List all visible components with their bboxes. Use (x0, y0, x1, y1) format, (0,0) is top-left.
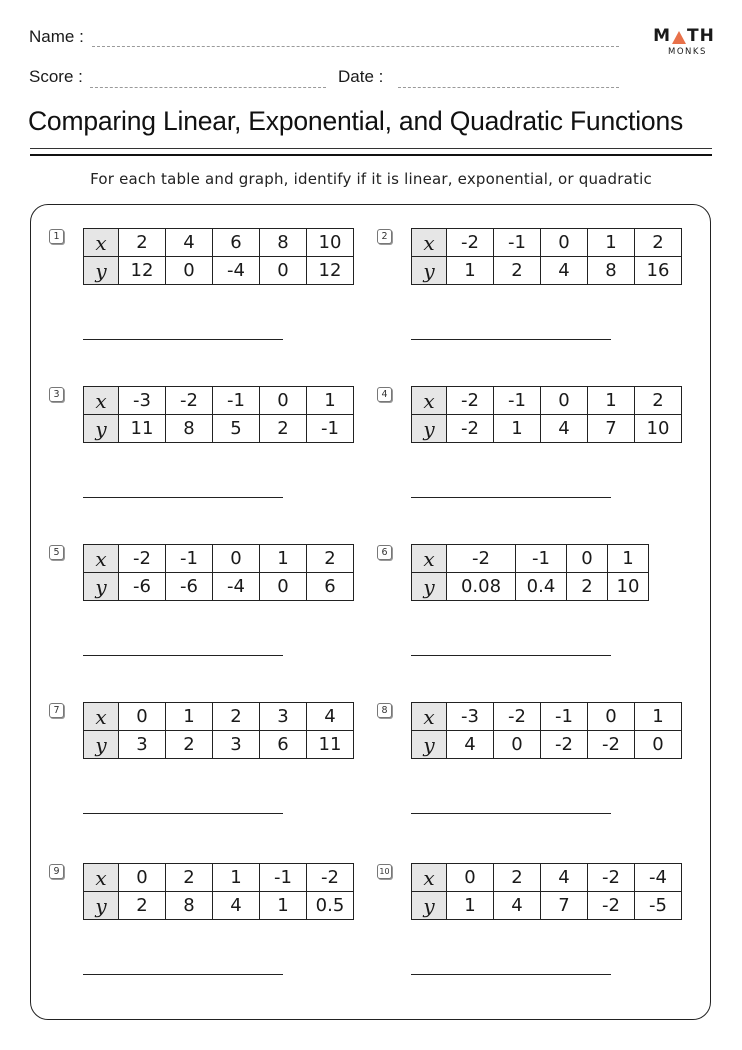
y-header-cell: y (84, 892, 119, 920)
x-value-cell: -1 (494, 387, 541, 415)
x-value-cell: 1 (588, 387, 635, 415)
x-value-cell: -2 (119, 545, 166, 573)
problem-number-badge: 10 (377, 864, 392, 879)
x-row (84, 229, 354, 257)
x-value-cell: 0 (588, 703, 635, 731)
x-header-cell: x (84, 229, 119, 257)
x-value-cell: 2 (166, 864, 213, 892)
x-value-cell: -1 (166, 545, 213, 573)
x-header-cell: x (412, 545, 447, 573)
x-value-cell: 1 (588, 229, 635, 257)
y-value-cell: 6 (307, 573, 354, 601)
y-row (412, 731, 682, 759)
y-value-cell: 2 (119, 892, 166, 920)
x-header-cell: x (84, 864, 119, 892)
y-value-cell: -5 (635, 892, 682, 920)
problem-number-badge: 2 (377, 229, 392, 244)
x-header-cell: x (412, 864, 447, 892)
y-value-cell: 4 (213, 892, 260, 920)
x-value-cell: 4 (541, 864, 588, 892)
x-value-cell: 0 (119, 703, 166, 731)
y-value-cell: 0 (166, 257, 213, 285)
x-value-cell: 1 (166, 703, 213, 731)
y-value-cell: 11 (119, 415, 166, 443)
y-value-cell: 2 (260, 415, 307, 443)
date-label: Date : (338, 67, 384, 86)
y-header-cell: y (84, 257, 119, 285)
y-value-cell: 12 (307, 257, 354, 285)
x-value-cell: -2 (588, 864, 635, 892)
page-title: Comparing Linear, Exponential, and Quadratic Functions (28, 106, 684, 136)
y-value-cell: -6 (166, 573, 213, 601)
y-value-cell: -2 (541, 731, 588, 759)
x-row (412, 703, 682, 731)
x-value-cell: -1 (213, 387, 260, 415)
y-row (84, 573, 354, 601)
x-value-cell: -3 (119, 387, 166, 415)
title-divider-thin (30, 148, 712, 149)
x-value-cell: 1 (608, 545, 649, 573)
x-row (84, 703, 354, 731)
y-value-cell: -2 (588, 731, 635, 759)
name-label: Name : (29, 27, 84, 46)
x-value-cell: 0 (260, 387, 307, 415)
score-field[interactable] (90, 87, 326, 88)
x-value-cell: 0 (447, 864, 494, 892)
logo-subtext: MONKS (668, 47, 707, 57)
y-value-cell: 7 (541, 892, 588, 920)
x-value-cell: 1 (307, 387, 354, 415)
title-divider-thick (30, 154, 712, 156)
y-value-cell: 0.08 (447, 573, 516, 601)
x-value-cell: -2 (494, 703, 541, 731)
y-row (412, 892, 682, 920)
y-row (84, 257, 354, 285)
y-value-cell: 2 (567, 573, 608, 601)
function-table (83, 544, 354, 601)
score-label: Score : (29, 67, 83, 86)
y-value-cell: 12 (119, 257, 166, 285)
y-value-cell: 0 (260, 257, 307, 285)
function-table (83, 386, 354, 443)
y-value-cell: 0 (494, 731, 541, 759)
x-row (84, 387, 354, 415)
x-value-cell: 2 (119, 229, 166, 257)
y-value-cell: 1 (494, 415, 541, 443)
x-value-cell: 4 (307, 703, 354, 731)
y-value-cell: -6 (119, 573, 166, 601)
y-row (84, 892, 354, 920)
x-row (84, 864, 354, 892)
y-value-cell: 4 (541, 415, 588, 443)
answer-line[interactable] (411, 339, 611, 340)
x-value-cell: 10 (307, 229, 354, 257)
y-row (84, 731, 354, 759)
y-value-cell: 1 (447, 257, 494, 285)
date-field[interactable] (398, 87, 619, 88)
x-value-cell: -1 (541, 703, 588, 731)
y-value-cell: 0 (260, 573, 307, 601)
problem-number-badge: 5 (49, 545, 64, 560)
x-header-cell: x (84, 387, 119, 415)
y-value-cell: 3 (213, 731, 260, 759)
y-row (412, 415, 682, 443)
answer-line[interactable] (83, 339, 283, 340)
y-value-cell: 10 (635, 415, 682, 443)
y-value-cell: 2 (494, 257, 541, 285)
function-table (411, 702, 682, 759)
y-value-cell: 4 (494, 892, 541, 920)
answer-line[interactable] (411, 813, 611, 814)
x-value-cell: -2 (447, 387, 494, 415)
x-value-cell: 0 (541, 229, 588, 257)
x-header-cell: x (412, 703, 447, 731)
answer-line[interactable] (83, 655, 283, 656)
x-value-cell: -2 (166, 387, 213, 415)
function-table (411, 544, 649, 601)
problem-number-badge: 1 (49, 229, 64, 244)
x-value-cell: -2 (307, 864, 354, 892)
y-value-cell: 3 (119, 731, 166, 759)
y-row (84, 415, 354, 443)
problem-number-badge: 7 (49, 703, 64, 718)
triangle-icon (672, 31, 686, 44)
x-value-cell: 1 (260, 545, 307, 573)
y-value-cell: 4 (447, 731, 494, 759)
logo-text-th: TH (687, 26, 715, 46)
y-header-cell: y (412, 573, 447, 601)
y-value-cell: 11 (307, 731, 354, 759)
x-row (412, 387, 682, 415)
answer-line[interactable] (83, 974, 283, 975)
x-value-cell: 1 (213, 864, 260, 892)
y-value-cell: 8 (166, 415, 213, 443)
x-value-cell: 2 (635, 387, 682, 415)
x-value-cell: 8 (260, 229, 307, 257)
x-header-cell: x (84, 703, 119, 731)
x-value-cell: -2 (447, 545, 516, 573)
answer-line[interactable] (411, 655, 611, 656)
problem-number-badge: 9 (49, 864, 64, 879)
function-table (411, 228, 682, 285)
x-value-cell: 2 (494, 864, 541, 892)
y-value-cell: 8 (588, 257, 635, 285)
x-value-cell: 2 (213, 703, 260, 731)
y-header-cell: y (412, 257, 447, 285)
y-value-cell: -1 (307, 415, 354, 443)
x-value-cell: -2 (447, 229, 494, 257)
y-value-cell: 5 (213, 415, 260, 443)
logo-text-m: M (653, 26, 672, 46)
problem-number-badge: 3 (49, 387, 64, 402)
y-value-cell: 4 (541, 257, 588, 285)
x-value-cell: 0 (541, 387, 588, 415)
function-table (411, 386, 682, 443)
y-value-cell: 1 (447, 892, 494, 920)
answer-line[interactable] (411, 497, 611, 498)
x-value-cell: -1 (494, 229, 541, 257)
name-field[interactable] (92, 46, 619, 47)
y-row (412, 257, 682, 285)
y-value-cell: -2 (447, 415, 494, 443)
instructions: For each table and graph, identify if it is linear, exponential, or quadratic (90, 170, 652, 188)
x-value-cell: 0 (567, 545, 608, 573)
x-header-cell: x (412, 387, 447, 415)
x-row (412, 545, 649, 573)
function-table (83, 863, 354, 920)
y-value-cell: 1 (260, 892, 307, 920)
y-value-cell: 0 (635, 731, 682, 759)
answer-line[interactable] (411, 974, 611, 975)
y-value-cell: 2 (166, 731, 213, 759)
x-value-cell: 2 (635, 229, 682, 257)
y-header-cell: y (84, 731, 119, 759)
y-value-cell: 0.4 (516, 573, 567, 601)
y-header-cell: y (84, 415, 119, 443)
x-value-cell: 0 (213, 545, 260, 573)
x-value-cell: -4 (635, 864, 682, 892)
x-header-cell: x (84, 545, 119, 573)
x-row (412, 864, 682, 892)
function-table (83, 702, 354, 759)
x-value-cell: -3 (447, 703, 494, 731)
function-table (411, 863, 682, 920)
x-value-cell: 0 (119, 864, 166, 892)
y-value-cell: 10 (608, 573, 649, 601)
y-value-cell: -4 (213, 573, 260, 601)
x-header-cell: x (412, 229, 447, 257)
y-row (412, 573, 649, 601)
y-header-cell: y (84, 573, 119, 601)
y-value-cell: 0.5 (307, 892, 354, 920)
y-value-cell: 16 (635, 257, 682, 285)
problem-number-badge: 8 (377, 703, 392, 718)
answer-line[interactable] (83, 497, 283, 498)
y-value-cell: -2 (588, 892, 635, 920)
x-value-cell: 2 (307, 545, 354, 573)
answer-line[interactable] (83, 813, 283, 814)
y-header-cell: y (412, 731, 447, 759)
x-value-cell: -1 (260, 864, 307, 892)
problem-number-badge: 6 (377, 545, 392, 560)
y-value-cell: 7 (588, 415, 635, 443)
x-row (412, 229, 682, 257)
y-header-cell: y (412, 892, 447, 920)
x-value-cell: -1 (516, 545, 567, 573)
math-monks-logo (654, 28, 714, 57)
x-value-cell: 3 (260, 703, 307, 731)
x-row (84, 545, 354, 573)
y-value-cell: -4 (213, 257, 260, 285)
x-value-cell: 4 (166, 229, 213, 257)
y-header-cell: y (412, 415, 447, 443)
function-table (83, 228, 354, 285)
y-value-cell: 6 (260, 731, 307, 759)
x-value-cell: 1 (635, 703, 682, 731)
y-value-cell: 8 (166, 892, 213, 920)
x-value-cell: 6 (213, 229, 260, 257)
problem-number-badge: 4 (377, 387, 392, 402)
